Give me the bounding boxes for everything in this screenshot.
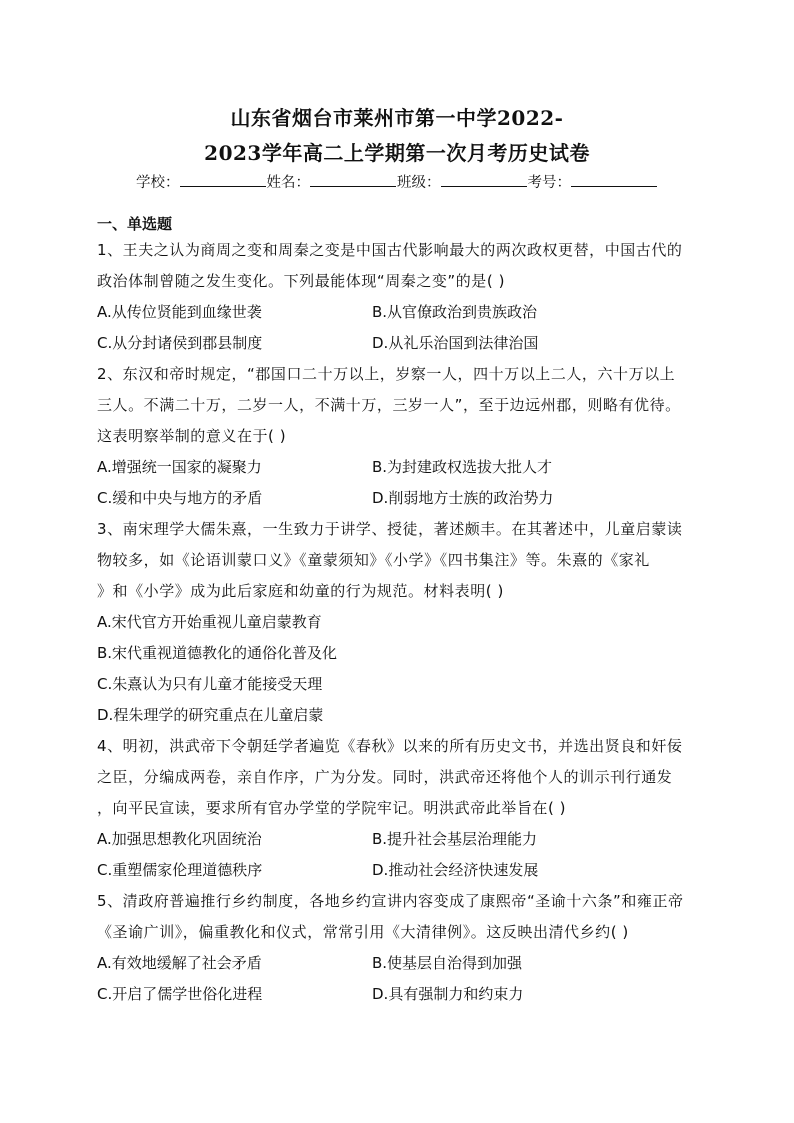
question-4-option-b[interactable]: B.提升社会基层治理能力 bbox=[372, 830, 538, 848]
question-4-option-c[interactable]: C.重塑儒家伦理道德秩序 bbox=[97, 861, 263, 879]
question-3-option-c[interactable]: C.朱熹认为只有儿童才能接受天理 bbox=[97, 675, 323, 693]
question-3-line-1: 3、南宋理学大儒朱熹，一生致力于讲学、授徒，著述颇丰。在其著述中，儿童启蒙读 bbox=[97, 520, 683, 538]
class-label: 班级： bbox=[397, 175, 441, 191]
question-2-line-1: 2、东汉和帝时规定，“郡国口二十万以上，岁察一人，四十万以上二人，六十万以上 bbox=[97, 365, 676, 383]
school-blank[interactable] bbox=[180, 171, 266, 187]
question-2-option-d[interactable]: D.削弱地方士族的政治势力 bbox=[372, 489, 554, 507]
question-1-option-d[interactable]: D.从礼乐治国到法律治国 bbox=[372, 334, 539, 352]
question-1-option-a[interactable]: A.从传位贤能到血缘世袭 bbox=[97, 303, 262, 321]
exam-number-blank[interactable] bbox=[571, 171, 657, 187]
class-blank[interactable] bbox=[441, 171, 527, 187]
question-1-option-b[interactable]: B.从官僚政治到贵族政治 bbox=[372, 303, 538, 321]
question-2-line-2: 三人。不满二十万，二岁一人，不满十万，三岁一人”，至于边远州郡，则略有优待。 bbox=[97, 396, 681, 414]
name-label: 姓名： bbox=[266, 175, 310, 191]
page-title-line-1: 山东省烟台市莱州市第一中学2022- bbox=[230, 106, 564, 130]
question-4-line-1: 4、明初，洪武帝下令朝廷学者遍览《春秋》以来的所有历史文书，并选出贤良和奸佞 bbox=[97, 737, 683, 755]
question-4-line-2: 之臣，分编成两卷，亲自作序，广为分发。同时，洪武帝还将他个人的训示刊行通发 bbox=[97, 768, 673, 786]
question-5-option-a[interactable]: A.有效地缓解了社会矛盾 bbox=[97, 954, 262, 972]
question-1-line-2: 政治体制曾随之发生变化。下列最能体现“周秦之变”的是( ) bbox=[97, 272, 505, 290]
question-5-line-1: 5、清政府普遍推行乡约制度，各地乡约宣讲内容变成了康熙帝“圣谕十六条”和雍正帝 bbox=[97, 892, 684, 910]
question-2-option-b[interactable]: B.为封建政权选拔大批人才 bbox=[372, 458, 553, 476]
student-info-row bbox=[0, 171, 794, 192]
section-heading: 一、单选题 bbox=[97, 215, 173, 233]
question-5-option-b[interactable]: B.使基层自治得到加强 bbox=[372, 954, 523, 972]
question-3-option-d[interactable]: D.程朱理学的研究重点在儿童启蒙 bbox=[97, 706, 324, 724]
question-1-line-1: 1、王夫之认为商周之变和周秦之变是中国古代影响最大的两次政权更替，中国古代的 bbox=[97, 241, 683, 259]
question-3-option-b[interactable]: B.宋代重视道德教化的通俗化普及化 bbox=[97, 644, 338, 662]
question-2-option-a[interactable]: A.增强统一国家的凝聚力 bbox=[97, 458, 262, 476]
question-2-line-3: 这表明察举制的意义在于( ) bbox=[97, 427, 287, 445]
question-5-option-d[interactable]: D.具有强制力和约束力 bbox=[372, 985, 524, 1003]
name-blank[interactable] bbox=[310, 171, 396, 187]
question-1-option-c[interactable]: C.从分封诸侯到郡县制度 bbox=[97, 334, 263, 352]
exam-number-label: 考号： bbox=[527, 175, 571, 191]
question-5-option-c[interactable]: C.开启了儒学世俗化进程 bbox=[97, 985, 263, 1003]
question-4-option-a[interactable]: A.加强思想教化巩固统治 bbox=[97, 830, 262, 848]
question-4-option-d[interactable]: D.推动社会经济快速发展 bbox=[372, 861, 539, 879]
question-4-line-3: ，向平民宣读，要求所有官办学堂的学院牢记。明洪武帝此举旨在( ) bbox=[97, 799, 567, 817]
question-3-option-a[interactable]: A.宋代官方开始重视儿童启蒙教育 bbox=[97, 613, 322, 631]
question-3-line-2: 物较多，如《论语训蒙口义》《童蒙须知》《小学》《四书集注》等。朱熹的《家礼 bbox=[97, 551, 650, 569]
question-5-line-2: 《圣谕广训》，偏重教化和仪式，常常引用《大清律例》。这反映出清代乡约( ) bbox=[97, 923, 629, 941]
page-title-line-2: 2023学年高二上学期第一次月考历史试卷 bbox=[204, 141, 590, 165]
question-3-line-3: 》和《小学》成为此后家庭和幼童的行为规范。材料表明( ) bbox=[97, 582, 504, 600]
question-2-option-c[interactable]: C.缓和中央与地方的矛盾 bbox=[97, 489, 263, 507]
school-label: 学校： bbox=[136, 175, 180, 191]
